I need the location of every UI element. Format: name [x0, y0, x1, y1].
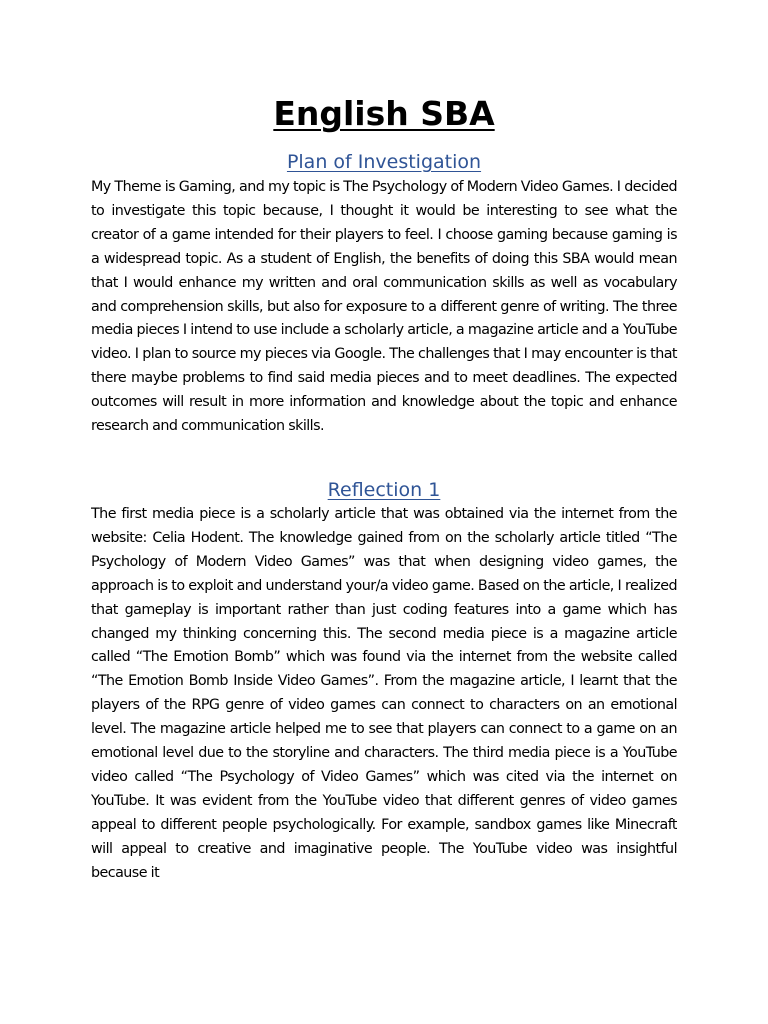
section-body-plan-of-investigation: My Theme is Gaming, and my topic is The Psychology of Modern Video Games. I decided to investigate this topic because, I thought it would be interesting to see what the creator of a game intended for their players to feel. I choose gaming because gaming is a widespread topic. As a student of English, the benefits of doing this SBA would mean that I would enhance my written and oral communication skills as well as vocabulary and comprehension skills, but also for exposure to a different genre of writing. The three media pieces I intend to use include a scholarly article, a magazine article and a YouTube video. I plan to source my pieces via Google. The challenges that I may encounter is that there maybe problems to find said media pieces and to meet deadlines. The expected outcomes will result in more information and knowledge about the topic and enhance research and communication skills.: [91, 179, 677, 435]
section-body-reflection-1: The first media piece is a scholarly article that was obtained via the internet from the website: Celia Hodent. The knowledge gained from on the scholarly article titled “The Psychology of Modern Video Games” was that when designing video games, the approach is to exploit and understand your/a video game. Based on the article, I realized that gameplay is important rather than just coding features into a game which has changed my thinking concerning this. The second media piece is a magazine article called “The Emotion Bomb” which was found via the internet from the website called “The Emotion Bomb Inside Video Games”. From the magazine article, I learnt that the players of the RPG genre of video games can connect to characters on an emotional level. The magazine article helped me to see that players can connect to a game on an emotional level due to the storyline and characters. The third media piece is a YouTube video called “The Psychology of Video Games” which was cited via the internet on YouTube. It was evident from the YouTube video that different genres of video games appeal to different people psychologically. For example, sandbox games like Minecraft will appeal to creative and imaginative people. The YouTube video was insightful because it: [91, 506, 677, 881]
section-heading-reflection-1: Reflection 1: [327, 479, 441, 501]
section-heading-plan-of-investigation: Plan of Investigation: [286, 151, 482, 173]
document-title: English SBA: [273, 94, 495, 133]
